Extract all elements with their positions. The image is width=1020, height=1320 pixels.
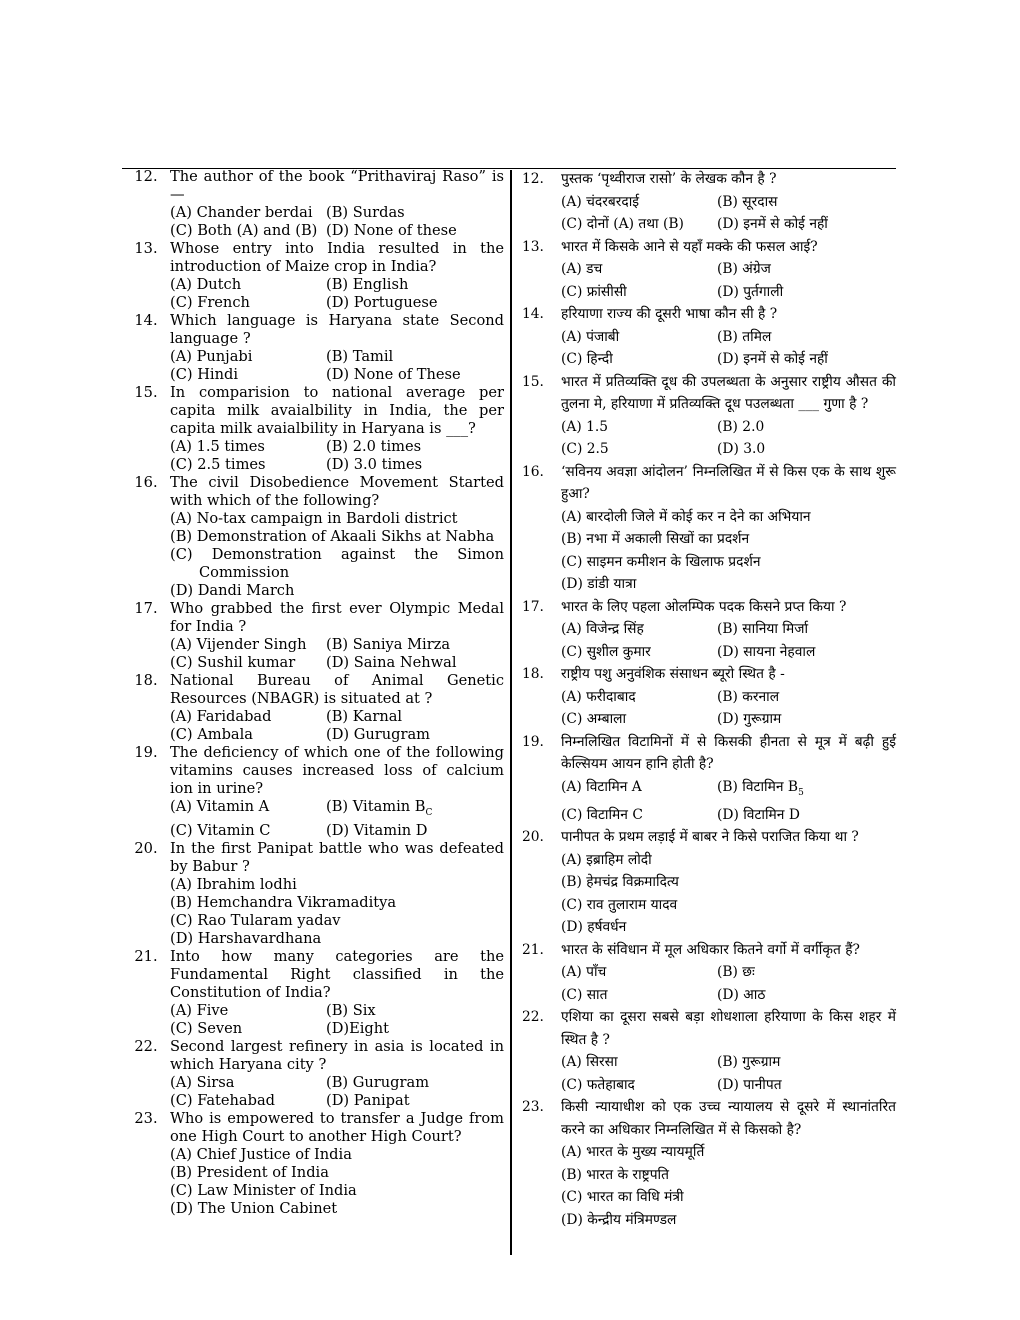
option-a: (A) फरीदाबाद — [561, 688, 636, 705]
question-body — [561, 596, 896, 664]
option-row — [170, 726, 504, 744]
question-item — [122, 840, 504, 948]
question-number: 18. — [522, 666, 544, 682]
option-d: (D) इनमें से कोई नहीं — [717, 216, 828, 232]
question-text: Who is empowered to transfer a Judge from one High Court to another High Court? — [170, 1109, 504, 1145]
question-text: हरियाणा राज्य की दूसरी भाषा कौन सी है ? — [561, 306, 778, 322]
option-row — [170, 456, 504, 474]
option-d: (D) 3.0 — [717, 441, 766, 457]
option-d: (D) None of these — [326, 222, 457, 239]
question-body — [170, 312, 504, 384]
question-text: Who grabbed the first ever Olympic Medal for India ? — [170, 600, 504, 635]
question-item — [518, 663, 896, 731]
question-text: भारत में किसके आने से यहाँ मक्के की फसल आई? — [561, 238, 818, 255]
option-row — [561, 1074, 896, 1097]
option-b — [326, 798, 432, 822]
option-row — [561, 213, 896, 236]
question-number: 15. — [134, 384, 158, 401]
question-text: In the first Panipat battle who was defeated by Babur ? — [170, 839, 504, 875]
option-row — [561, 438, 896, 461]
question-text: भारत में प्रतिव्यक्ति दूध की उपलब्धता के अनुसार राष्ट्रीय औसत की तुलना मे, हरियाणा में प्रतिव्यक्ति दूध पउलब्धता ___ गुणा है ? — [561, 373, 896, 412]
question-number: 17. — [134, 600, 158, 617]
option-a: (A) Ibrahim lodhi — [170, 875, 297, 893]
question-number: 23. — [522, 1099, 544, 1116]
option-row — [561, 776, 896, 804]
option-d: (D) Saina Nehwal — [326, 654, 457, 671]
question-number: 18. — [134, 672, 158, 689]
question-item — [122, 240, 504, 312]
option-a: (A) Vijender Singh — [170, 636, 307, 653]
option-row — [561, 641, 896, 664]
question-text: भारत के संविधान में मूल अधिकार कितने वर्गो में वर्गीकृत हैं? — [561, 941, 860, 958]
option-row — [170, 366, 504, 384]
option-a: (A) No-tax campaign in Bardoli district — [170, 510, 458, 527]
english-column — [122, 168, 504, 1218]
option-d: (D)Eight — [326, 1019, 390, 1037]
question-number: 14. — [134, 312, 158, 329]
question-number: 20. — [522, 829, 544, 846]
question-text: Into how many categories are the Fundamental Right classified in the Constitution of India? — [170, 947, 504, 1001]
option-c: (C) Demonstration against the Simon Commission — [170, 546, 504, 581]
question-body — [561, 1096, 896, 1231]
option-c: (C) हिन्दी — [561, 351, 613, 367]
subscript: 5 — [798, 787, 804, 798]
question-body — [170, 840, 504, 948]
question-item — [518, 371, 896, 461]
question-text: In comparision to national average per capita milk avaialbility in India, the per capita milk avaialbility in Haryana is ___? — [170, 384, 504, 437]
option-b: (B) सूरदास — [717, 193, 778, 210]
subscript: C — [425, 807, 433, 818]
question-number: 21. — [522, 941, 544, 958]
option-a: (A) 1.5 — [561, 418, 609, 435]
question-body — [170, 744, 504, 840]
question-number: 16. — [134, 474, 158, 491]
question-number: 19. — [522, 733, 544, 750]
question-body — [561, 236, 896, 304]
option-b: (B) Tamil — [326, 348, 394, 365]
option-b-text: (B) Vitamin B — [326, 798, 426, 815]
option-c: (C) साइमन कमीशन के खिलाफ प्रदर्शन — [561, 553, 761, 570]
option-a: (A) 1.5 times — [170, 438, 265, 455]
option-b: (B) छः — [717, 964, 755, 981]
option-row — [170, 1092, 504, 1110]
question-body — [170, 474, 504, 600]
question-item — [518, 236, 896, 304]
option-row — [561, 326, 896, 349]
question-number: 14. — [522, 306, 544, 322]
option-a: (A) पंजाबी — [561, 328, 620, 345]
option-a: (A) सिरसा — [561, 1054, 618, 1071]
option-b: (B) President of India — [170, 1163, 329, 1181]
question-item — [518, 1096, 896, 1231]
question-body — [561, 168, 896, 236]
option-row — [170, 438, 504, 456]
question-number: 16. — [522, 463, 544, 480]
question-text: राष्ट्रीय पशु अनुवंशिक संसाधन ब्यूरो स्थित है - — [561, 666, 785, 682]
question-text: भारत के लिए पहला ओलम्पिक पदक किसने प्रप्त किया ? — [561, 598, 847, 615]
question-body — [561, 461, 896, 596]
question-number: 22. — [522, 1009, 544, 1026]
option-d: (D) Harshavardhana — [170, 929, 322, 947]
option-d: (D) 3.0 times — [326, 456, 423, 473]
question-item — [122, 168, 504, 240]
question-text: पुस्तक ‘पृथ्वीराज रासो’ के लेखक कौन है ? — [561, 171, 777, 187]
option-b: (B) अंग्रेज — [717, 261, 771, 277]
question-text: The author of the book “Prithaviraj Raso” is — — [170, 168, 504, 203]
question-item — [122, 948, 504, 1038]
option-b: (B) Saniya Mirza — [326, 636, 451, 653]
option-c: (C) 2.5 — [561, 441, 609, 457]
question-number: 19. — [134, 744, 158, 761]
option-b: (B) Karnal — [326, 708, 403, 725]
question-body — [561, 371, 896, 461]
question-number: 22. — [134, 1037, 158, 1055]
option-c: (C) Sushil kumar — [170, 654, 296, 671]
question-text: ‘सविनय अवज्ञा आंदोलन’ निम्नलिखित में से किस एक के साथ शुरू हुआ? — [561, 463, 896, 502]
question-text: The deficiency of which one of the following vitamins causes increased loss of calcium ion in urine? — [170, 744, 504, 797]
option-d: (D) पानीपत — [717, 1076, 782, 1093]
question-number: 12. — [134, 168, 158, 185]
option-row — [170, 348, 504, 366]
question-body — [170, 1038, 504, 1110]
option-d: (D) विटामिन D — [717, 806, 800, 823]
option-a: (A) चंदरबरदाई — [561, 193, 640, 210]
option-a: (A) पाँच — [561, 964, 607, 981]
question-text: Which language is Haryana state Second language ? — [170, 312, 504, 347]
option-a: (A) Faridabad — [170, 708, 272, 725]
option-b: (B) Surdas — [326, 204, 405, 221]
question-text: पानीपत के प्रथम लड़ाई में बाबर ने किसे पराजित किया था ? — [561, 829, 859, 846]
question-item — [518, 303, 896, 371]
option-c: (C) Fatehabad — [170, 1091, 276, 1109]
option-c: (C) सात — [561, 986, 608, 1003]
question-body — [170, 168, 504, 240]
option-a: (A) Vitamin A — [170, 798, 270, 815]
option-d: (D) None of These — [326, 366, 461, 383]
option-d: (D) सायना नेहवाल — [717, 643, 816, 660]
question-body — [170, 240, 504, 312]
option-b-text: (B) विटामिन B — [717, 778, 799, 795]
question-body — [561, 826, 896, 939]
question-body — [561, 731, 896, 827]
option-row — [170, 222, 504, 240]
option-row — [170, 276, 504, 294]
question-item — [122, 1038, 504, 1110]
option-row — [170, 822, 504, 840]
option-c: (C) Both (A) and (B) — [170, 222, 318, 239]
question-item — [518, 461, 896, 596]
option-a: (A) Chander berdai — [170, 204, 313, 221]
option-c: (C) Law Minister of India — [170, 1181, 357, 1199]
option-d: (D) Vitamin D — [326, 821, 428, 839]
option-d: (D) गुरूग्राम — [717, 711, 782, 727]
question-text: निम्नलिखित विटामिनों में से किसकी हीनता से मूत्र में बढ़ी हुई केल्सियम आयन हानि होती है? — [561, 733, 896, 772]
option-d: (D) पुर्तगाली — [717, 283, 784, 300]
question-item — [122, 744, 504, 840]
option-b — [717, 776, 804, 804]
option-row — [561, 984, 896, 1007]
question-item — [518, 826, 896, 939]
option-a: (A) Five — [170, 1001, 229, 1019]
hindi-column — [518, 168, 896, 1231]
option-d: (D) हर्षवर्धन — [561, 919, 627, 936]
option-d: (D) Portuguese — [326, 294, 438, 311]
question-item — [518, 731, 896, 827]
question-number: 12. — [522, 171, 544, 187]
option-b: (B) 2.0 — [717, 418, 765, 435]
option-a: (A) डच — [561, 261, 603, 277]
option-d: (D) Gurugram — [326, 726, 431, 743]
question-item — [518, 596, 896, 664]
column-divider — [510, 170, 512, 1255]
question-body — [561, 1006, 896, 1096]
question-item — [122, 672, 504, 744]
question-number: 13. — [522, 238, 544, 255]
option-c: (C) फ्रांसीसी — [561, 283, 627, 300]
option-b: (B) सानिया मिर्जा — [717, 621, 809, 637]
question-item — [518, 939, 896, 1007]
question-text: National Bureau of Animal Genetic Resources (NBAGR) is situated at ? — [170, 672, 504, 707]
option-row — [170, 1074, 504, 1092]
option-b: (B) Demonstration of Akaali Sikhs at Nabha — [170, 528, 495, 545]
option-a: (A) विजेन्द्र सिंह — [561, 621, 644, 637]
question-body — [170, 672, 504, 744]
option-row — [561, 416, 896, 439]
option-c: (C) Vitamin C — [170, 821, 271, 839]
question-number: 17. — [522, 598, 544, 615]
question-text: The civil Disobedience Movement Started with which of the following? — [170, 474, 504, 509]
question-body — [561, 663, 896, 731]
option-c: (C) दोनों (A) तथा (B) — [561, 216, 684, 232]
option-d: (D) Dandi March — [170, 582, 295, 599]
option-d: (D) केन्द्रीय मंत्रिमण्डल — [561, 1211, 677, 1228]
question-number: 23. — [134, 1109, 158, 1127]
option-d: (D) Panipat — [326, 1091, 410, 1109]
option-a: (A) Chief Justice of India — [170, 1145, 352, 1163]
option-c: (C) अम्बाला — [561, 711, 627, 727]
option-b: (B) Gurugram — [326, 1073, 430, 1091]
option-b: (B) तमिल — [717, 328, 772, 345]
option-b: (B) Hemchandra Vikramaditya — [170, 893, 397, 911]
option-c: (C) फतेहाबाद — [561, 1076, 635, 1093]
option-c: (C) 2.5 times — [170, 456, 266, 473]
option-row — [170, 798, 504, 822]
option-c: (C) विटामिन C — [561, 806, 643, 823]
option-a: (A) भारत के मुख्य न्यायमूर्ति — [561, 1144, 705, 1161]
option-row — [561, 348, 896, 371]
question-number: 15. — [522, 373, 544, 390]
option-a: (A) Punjabi — [170, 348, 253, 365]
option-row — [170, 636, 504, 654]
question-body — [170, 600, 504, 672]
option-row — [561, 191, 896, 214]
option-c: (C) Rao Tularam yadav — [170, 911, 341, 929]
question-item — [518, 168, 896, 236]
question-text: Second largest refinery in asia is located in which Haryana city ? — [170, 1037, 504, 1073]
option-row — [561, 618, 896, 641]
option-row — [561, 804, 896, 827]
option-c: (C) French — [170, 294, 250, 311]
option-row — [170, 708, 504, 726]
question-text: किसी न्यायाधीश को एक उच्च न्यायालय से दूसरे में स्थानांतरित करने का अधिकार निम्नलिखित में से किसको है? — [561, 1099, 896, 1138]
question-item — [122, 1110, 504, 1218]
question-body — [170, 948, 504, 1038]
option-a: (A) विटामिन A — [561, 778, 642, 795]
option-b: (B) हेमचंद्र विक्रमादित्य — [561, 874, 679, 891]
option-d: (D) The Union Cabinet — [170, 1199, 338, 1217]
option-b: (B) English — [326, 276, 409, 293]
option-b: (B) भारत के राष्ट्रपति — [561, 1166, 669, 1183]
option-d: (D) आठ — [717, 986, 766, 1003]
question-item — [122, 600, 504, 672]
option-c: (C) Hindi — [170, 366, 238, 383]
option-c: (C) Ambala — [170, 726, 253, 743]
option-row — [170, 1020, 504, 1038]
option-a: (A) इब्राहिम लोदी — [561, 851, 652, 868]
option-row — [170, 204, 504, 222]
option-b: (B) Six — [326, 1001, 376, 1019]
option-row — [170, 1002, 504, 1020]
option-row — [561, 281, 896, 304]
question-item — [518, 1006, 896, 1096]
option-c: (C) भारत का विधि मंत्री — [561, 1189, 684, 1206]
option-row — [561, 686, 896, 709]
question-number: 21. — [134, 947, 158, 965]
question-item — [122, 312, 504, 384]
option-row — [170, 294, 504, 312]
question-body — [170, 384, 504, 474]
question-item — [122, 474, 504, 600]
option-c: (C) सुशील कुमार — [561, 643, 651, 660]
option-d: (D) डांडी यात्रा — [561, 576, 637, 592]
option-b: (B) करनाल — [717, 688, 780, 705]
question-body — [170, 1110, 504, 1218]
option-row — [170, 654, 504, 672]
option-b: (B) 2.0 times — [326, 438, 422, 455]
question-number: 13. — [134, 240, 158, 257]
option-a: (A) बारदोली जिले में कोई कर न देने का अभियान — [561, 508, 811, 525]
question-number: 20. — [134, 839, 158, 857]
option-a: (A) Sirsa — [170, 1073, 235, 1091]
question-text: एशिया का दूसरा सबसे बड़ा शोधशाला हरियाणा के किस शहर में स्थित है ? — [561, 1009, 896, 1048]
option-row — [561, 258, 896, 281]
question-text: Whose entry into India resulted in the introduction of Maize crop in India? — [170, 240, 504, 275]
option-row — [561, 961, 896, 984]
option-row — [561, 1051, 896, 1074]
option-d: (D) इनमें से कोई नहीं — [717, 351, 828, 367]
option-a: (A) Dutch — [170, 276, 242, 293]
option-c: (C) Seven — [170, 1019, 243, 1037]
question-body — [561, 303, 896, 371]
option-b: (B) गुरूग्राम — [717, 1054, 781, 1071]
option-c: (C) राव तुलाराम यादव — [561, 896, 678, 913]
option-b: (B) नभा में अकाली सिखों का प्रदर्शन — [561, 531, 750, 547]
question-body — [561, 939, 896, 1007]
question-item — [122, 384, 504, 474]
option-row — [561, 708, 896, 731]
